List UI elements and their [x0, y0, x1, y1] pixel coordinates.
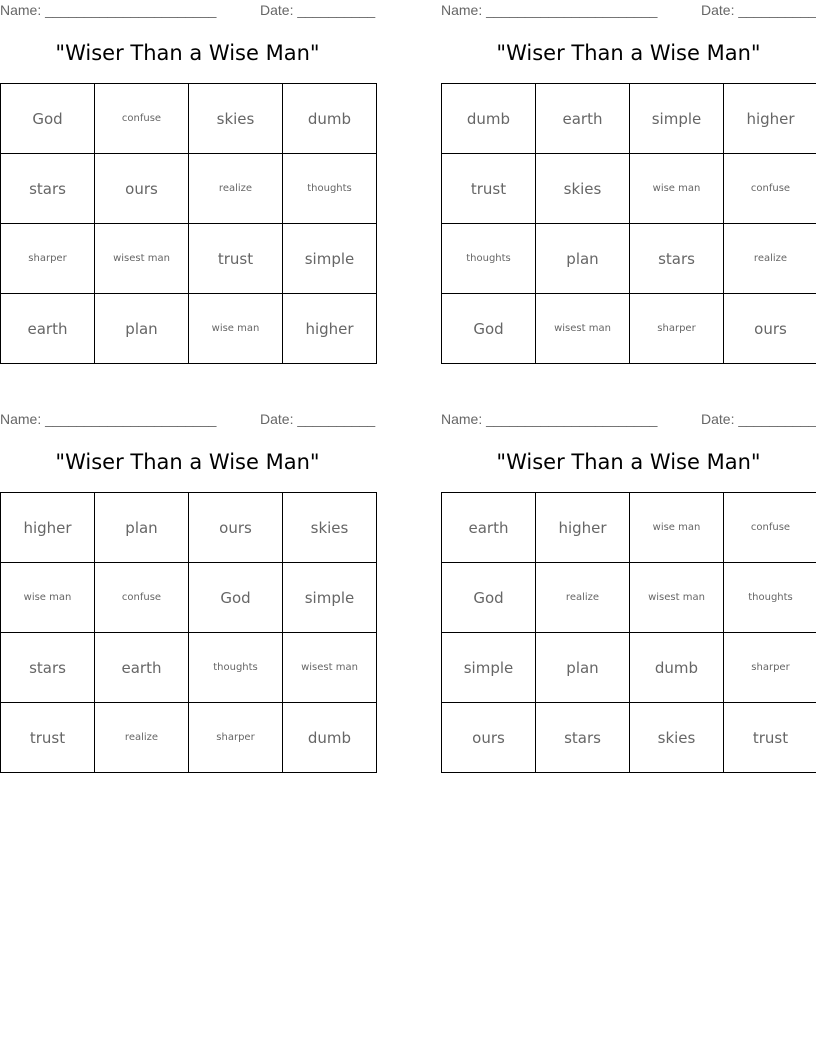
bingo-cell: dumb [283, 703, 377, 773]
card-header-row [441, 411, 816, 429]
bingo-cell: wise man [630, 493, 724, 563]
bingo-grid [441, 492, 816, 773]
bingo-cell: plan [536, 224, 630, 294]
bingo-cell: realize [724, 224, 816, 294]
bingo-cell: skies [630, 703, 724, 773]
bingo-row [1, 563, 377, 633]
bingo-row [1, 294, 377, 364]
bingo-cell: trust [189, 224, 283, 294]
card-title: "Wiser Than a Wise Man" [496, 41, 761, 65]
bingo-cell: God [189, 563, 283, 633]
bingo-card [441, 409, 816, 769]
name-field-label: Name: ______________________ [441, 2, 658, 18]
bingo-cell: wisest man [630, 563, 724, 633]
bingo-row [442, 563, 816, 633]
bingo-row [442, 703, 816, 773]
bingo-cell: God [442, 563, 536, 633]
bingo-cell: sharper [189, 703, 283, 773]
bingo-cell: skies [189, 84, 283, 154]
bingo-cell: thoughts [724, 563, 816, 633]
bingo-cell: wisest man [95, 224, 189, 294]
bingo-cell: plan [536, 633, 630, 703]
bingo-cell: confuse [95, 563, 189, 633]
bingo-row [1, 633, 377, 703]
bingo-cell: sharper [630, 294, 724, 364]
bingo-cell: sharper [1, 224, 95, 294]
bingo-cell: higher [536, 493, 630, 563]
bingo-row [1, 224, 377, 294]
bingo-cell: wisest man [283, 633, 377, 703]
bingo-cell: ours [724, 294, 816, 364]
bingo-cell: higher [283, 294, 377, 364]
bingo-cell: stars [630, 224, 724, 294]
bingo-cell: realize [95, 703, 189, 773]
bingo-cell: realize [536, 563, 630, 633]
bingo-grid [441, 83, 816, 364]
bingo-card [441, 0, 816, 360]
bingo-cell: sharper [724, 633, 816, 703]
bingo-cell: plan [95, 493, 189, 563]
bingo-cell: wise man [189, 294, 283, 364]
bingo-row [1, 154, 377, 224]
bingo-cell: wise man [1, 563, 95, 633]
bingo-cell: earth [1, 294, 95, 364]
bingo-cell: plan [95, 294, 189, 364]
bingo-cell: dumb [630, 633, 724, 703]
bingo-cell: ours [95, 154, 189, 224]
date-field-label: Date: __________ [260, 411, 376, 427]
bingo-cell: thoughts [442, 224, 536, 294]
card-header-row [0, 411, 375, 429]
card-title: "Wiser Than a Wise Man" [55, 450, 320, 474]
name-field-label: Name: ______________________ [0, 411, 217, 427]
bingo-cell: higher [724, 84, 816, 154]
bingo-cell: thoughts [283, 154, 377, 224]
bingo-cell: wisest man [536, 294, 630, 364]
bingo-row [1, 703, 377, 773]
bingo-row [442, 294, 816, 364]
bingo-cell: skies [283, 493, 377, 563]
bingo-card [0, 0, 375, 360]
bingo-cell: ours [189, 493, 283, 563]
bingo-cell: higher [1, 493, 95, 563]
bingo-cell: simple [630, 84, 724, 154]
bingo-row [1, 84, 377, 154]
bingo-row [442, 224, 816, 294]
bingo-cell: trust [724, 703, 816, 773]
card-header-row [441, 2, 816, 20]
date-field-label: Date: __________ [260, 2, 376, 18]
bingo-cell: skies [536, 154, 630, 224]
bingo-cell: trust [1, 703, 95, 773]
bingo-cell: God [1, 84, 95, 154]
bingo-cell: earth [536, 84, 630, 154]
bingo-cell: God [442, 294, 536, 364]
bingo-cell: wise man [630, 154, 724, 224]
bingo-cell: simple [283, 224, 377, 294]
bingo-cell: simple [442, 633, 536, 703]
bingo-row [442, 154, 816, 224]
bingo-row [442, 84, 816, 154]
bingo-cell: thoughts [189, 633, 283, 703]
bingo-cell: ours [442, 703, 536, 773]
bingo-cell: dumb [442, 84, 536, 154]
bingo-row [1, 493, 377, 563]
bingo-cell: earth [95, 633, 189, 703]
bingo-cell: trust [442, 154, 536, 224]
date-field-label: Date: __________ [701, 411, 816, 427]
date-field-label: Date: __________ [701, 2, 816, 18]
name-field-label: Name: ______________________ [0, 2, 217, 18]
bingo-cell: earth [442, 493, 536, 563]
name-field-label: Name: ______________________ [441, 411, 658, 427]
bingo-cell: confuse [724, 493, 816, 563]
bingo-cell: stars [1, 633, 95, 703]
bingo-cell: stars [536, 703, 630, 773]
bingo-cell: stars [1, 154, 95, 224]
bingo-row [442, 493, 816, 563]
bingo-cell: realize [189, 154, 283, 224]
bingo-cell: simple [283, 563, 377, 633]
bingo-card [0, 409, 375, 769]
card-title: "Wiser Than a Wise Man" [496, 450, 761, 474]
bingo-row [442, 633, 816, 703]
bingo-grid [0, 83, 377, 364]
card-header-row [0, 2, 375, 20]
bingo-cell: confuse [724, 154, 816, 224]
bingo-cell: confuse [95, 84, 189, 154]
bingo-cell: dumb [283, 84, 377, 154]
card-title: "Wiser Than a Wise Man" [55, 41, 320, 65]
bingo-grid [0, 492, 377, 773]
